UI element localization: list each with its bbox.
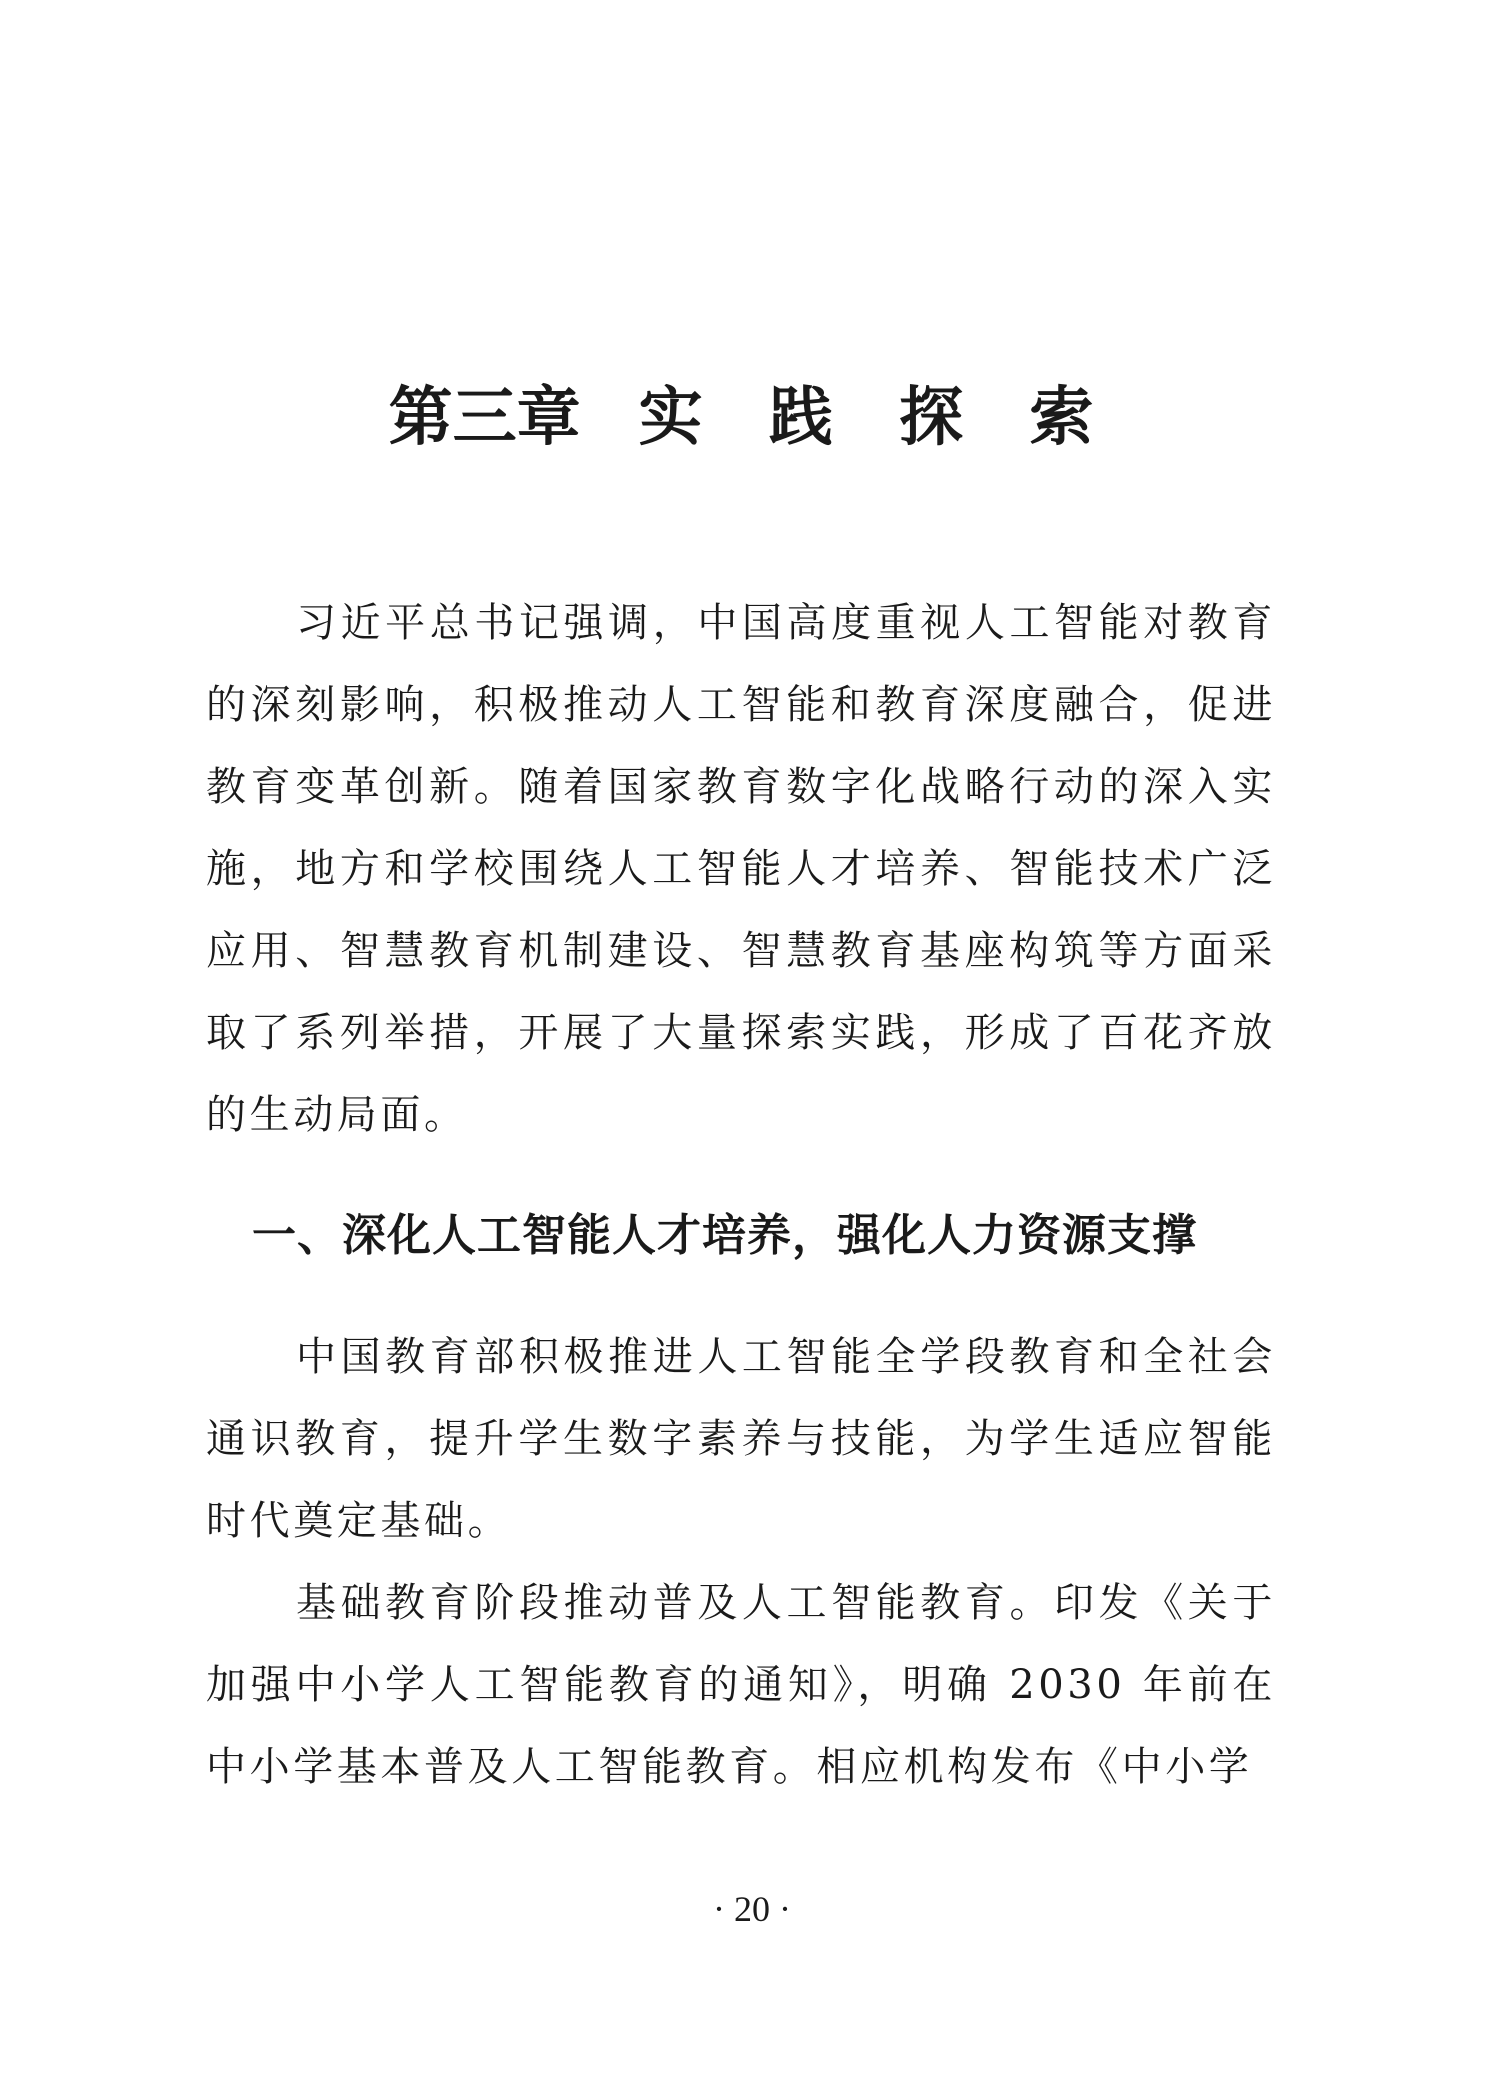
section-paragraph: 中国教育部积极推进人工智能全学段教育和全社会通识教育，提升学生数字素养与技能，为学生适应智能时代奠定基础。: [206, 1334, 1276, 1544]
chapter-title: [0, 373, 1504, 463]
section-heading: 一、深化人工智能人才培养，强化人力资源支撑: [252, 1210, 1197, 1261]
page-number: · 20 ·: [713, 1889, 791, 1929]
section-paragraph: 基础教育阶段推动普及人工智能教育。印发《关于加强中小学人工智能教育的通知》，明确 2030 年前在中小学基本普及人工智能教育。相应机构发布《中小学: [206, 1580, 1276, 1790]
chapter-name: 实 践 探 索: [638, 379, 1116, 455]
chapter-label: 第三章: [388, 379, 581, 455]
intro-paragraph: 习近平总书记强调，中国高度重视人工智能对教育的深刻影响，积极推动人工智能和教育深度融合，促进教育变革创新。随着国家教育数字化战略行动的深入实施，地方和学校围绕人工智能人才培养、智能技术广泛应用、智慧教育机制建设、智慧教育基座构筑等方面采取了系列举措，开展了大量探索实践，形成了百花齐放的生动局面。: [206, 600, 1276, 1138]
